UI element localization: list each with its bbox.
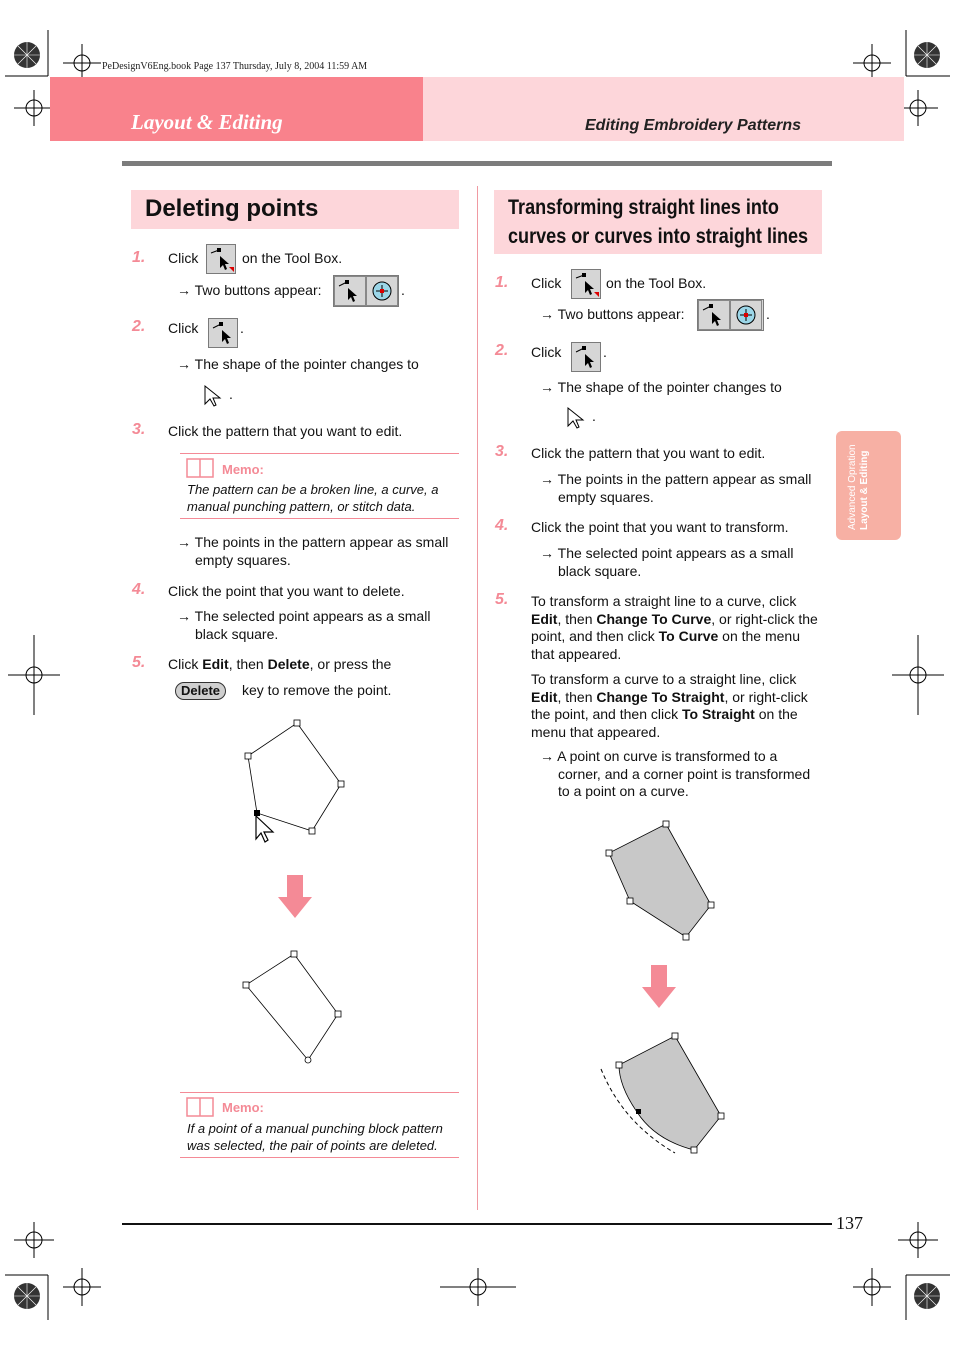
step-text: key to remove the point. xyxy=(242,682,392,698)
step-text: . xyxy=(603,344,607,360)
memo-book-icon xyxy=(186,1097,214,1117)
pattern-after-delete xyxy=(240,948,350,1068)
step-text: Click the point that you want to delete. xyxy=(168,583,405,599)
step-result: → The selected point appears as a small black square. xyxy=(540,545,794,579)
step-result: → The shape of the pointer changes to xyxy=(540,379,782,395)
step-number: 1. xyxy=(495,274,509,291)
side-tab-line: Layout & Editing xyxy=(859,450,870,530)
step-result: → The points in the pattern appear as small empty squares. xyxy=(177,534,449,568)
memo-label: Memo: xyxy=(222,462,264,477)
step-result: → The selected point appears as a small black square. xyxy=(177,608,431,642)
top-rule xyxy=(122,161,832,166)
step-text: Click xyxy=(531,275,562,291)
step-number: 4. xyxy=(132,581,146,598)
step-number: 3. xyxy=(495,443,509,460)
select-point-icon xyxy=(571,342,601,372)
step-paragraph: To transform a curve to a straight line, click Edit, then Change To Straight, or right-click the point, and then click To Straight on the menu that appeared. xyxy=(531,671,808,740)
file-info: PeDesignV6Eng.book Page 137 Thursday, July 8, 2004 11:59 AM xyxy=(102,61,368,72)
memo-book-icon xyxy=(186,458,214,478)
step-number: 4. xyxy=(495,517,509,534)
step-result: → The points in the pattern appear as small empty squares. xyxy=(540,471,812,505)
step-number: 5. xyxy=(495,591,509,608)
step-text: Click xyxy=(168,250,199,266)
title-line: Transforming straight lines into xyxy=(508,196,779,219)
down-arrow xyxy=(278,875,312,919)
pointer-arrow-icon xyxy=(202,384,226,408)
shape-straight-lines xyxy=(600,818,720,944)
down-arrow xyxy=(642,965,676,1009)
select-point-icon xyxy=(334,276,366,306)
step-text: on the Tool Box. xyxy=(606,275,707,291)
tool-button-pair xyxy=(333,275,399,307)
step-text: Click the pattern that you want to edit. xyxy=(168,423,403,439)
step-text: . xyxy=(240,320,244,336)
step-number: 2. xyxy=(132,318,146,335)
point-edit-tool-icon xyxy=(206,244,236,274)
step-text: . xyxy=(592,408,596,424)
section-title: Editing Embroidery Patterns xyxy=(585,117,802,134)
step-text: Click the point that you want to transform. xyxy=(531,519,789,535)
transforming-title xyxy=(508,193,809,251)
pointer-arrow-icon xyxy=(565,406,589,430)
select-point-icon xyxy=(208,318,238,348)
tool-button-pair xyxy=(697,299,764,331)
shape-curves xyxy=(595,1028,730,1160)
point-edit-tool-icon xyxy=(571,269,601,299)
step-result: → Two buttons appear: xyxy=(540,306,685,322)
memo-text: If a point of a manual punching block pattern was selected, the pair of points are deleted. xyxy=(187,1121,443,1153)
step-result: → A point on curve is transformed to a corner, and a corner point is transformed to a point on a curve. xyxy=(540,748,811,799)
step-text: Click xyxy=(168,320,199,336)
title-line: curves or curves into straight lines xyxy=(508,225,809,248)
column-divider xyxy=(477,186,478,1210)
step-text: Click the pattern that you want to edit. xyxy=(531,445,766,461)
step-number: 2. xyxy=(495,342,509,359)
step-number: 5. xyxy=(132,654,146,671)
step-result: → The shape of the pointer changes to xyxy=(177,356,419,372)
step-number: 3. xyxy=(132,421,146,438)
bottom-rule xyxy=(122,1223,832,1225)
curve-point-icon xyxy=(366,276,398,306)
delete-key: Delete xyxy=(175,682,226,700)
step-text: Click Edit, then Delete, or press the xyxy=(168,656,392,672)
step-paragraph: To transform a straight line to a curve, click Edit, then Change To Curve, or right-click the point, and then click To Curve on the menu that appeared. xyxy=(531,593,818,662)
step-text: . xyxy=(229,386,233,402)
curve-point-icon xyxy=(730,300,762,330)
step-number: 1. xyxy=(132,249,146,266)
step-text: Click xyxy=(531,344,562,360)
side-tab-label xyxy=(847,444,871,530)
memo-text: The pattern can be a broken line, a curve, a manual punching pattern, or stitch data. xyxy=(187,482,439,514)
side-tab-line: Advanced Opration xyxy=(847,444,858,530)
pattern-before-delete xyxy=(240,715,350,845)
deleting-points-title: Deleting points xyxy=(145,195,319,222)
page-number: 137 xyxy=(836,1213,863,1233)
select-point-icon xyxy=(698,300,730,330)
step-result: → Two buttons appear: xyxy=(177,282,322,298)
step-text: on the Tool Box. xyxy=(242,250,343,266)
memo-label: Memo: xyxy=(222,1100,264,1115)
chapter-title: Layout & Editing xyxy=(131,110,283,134)
